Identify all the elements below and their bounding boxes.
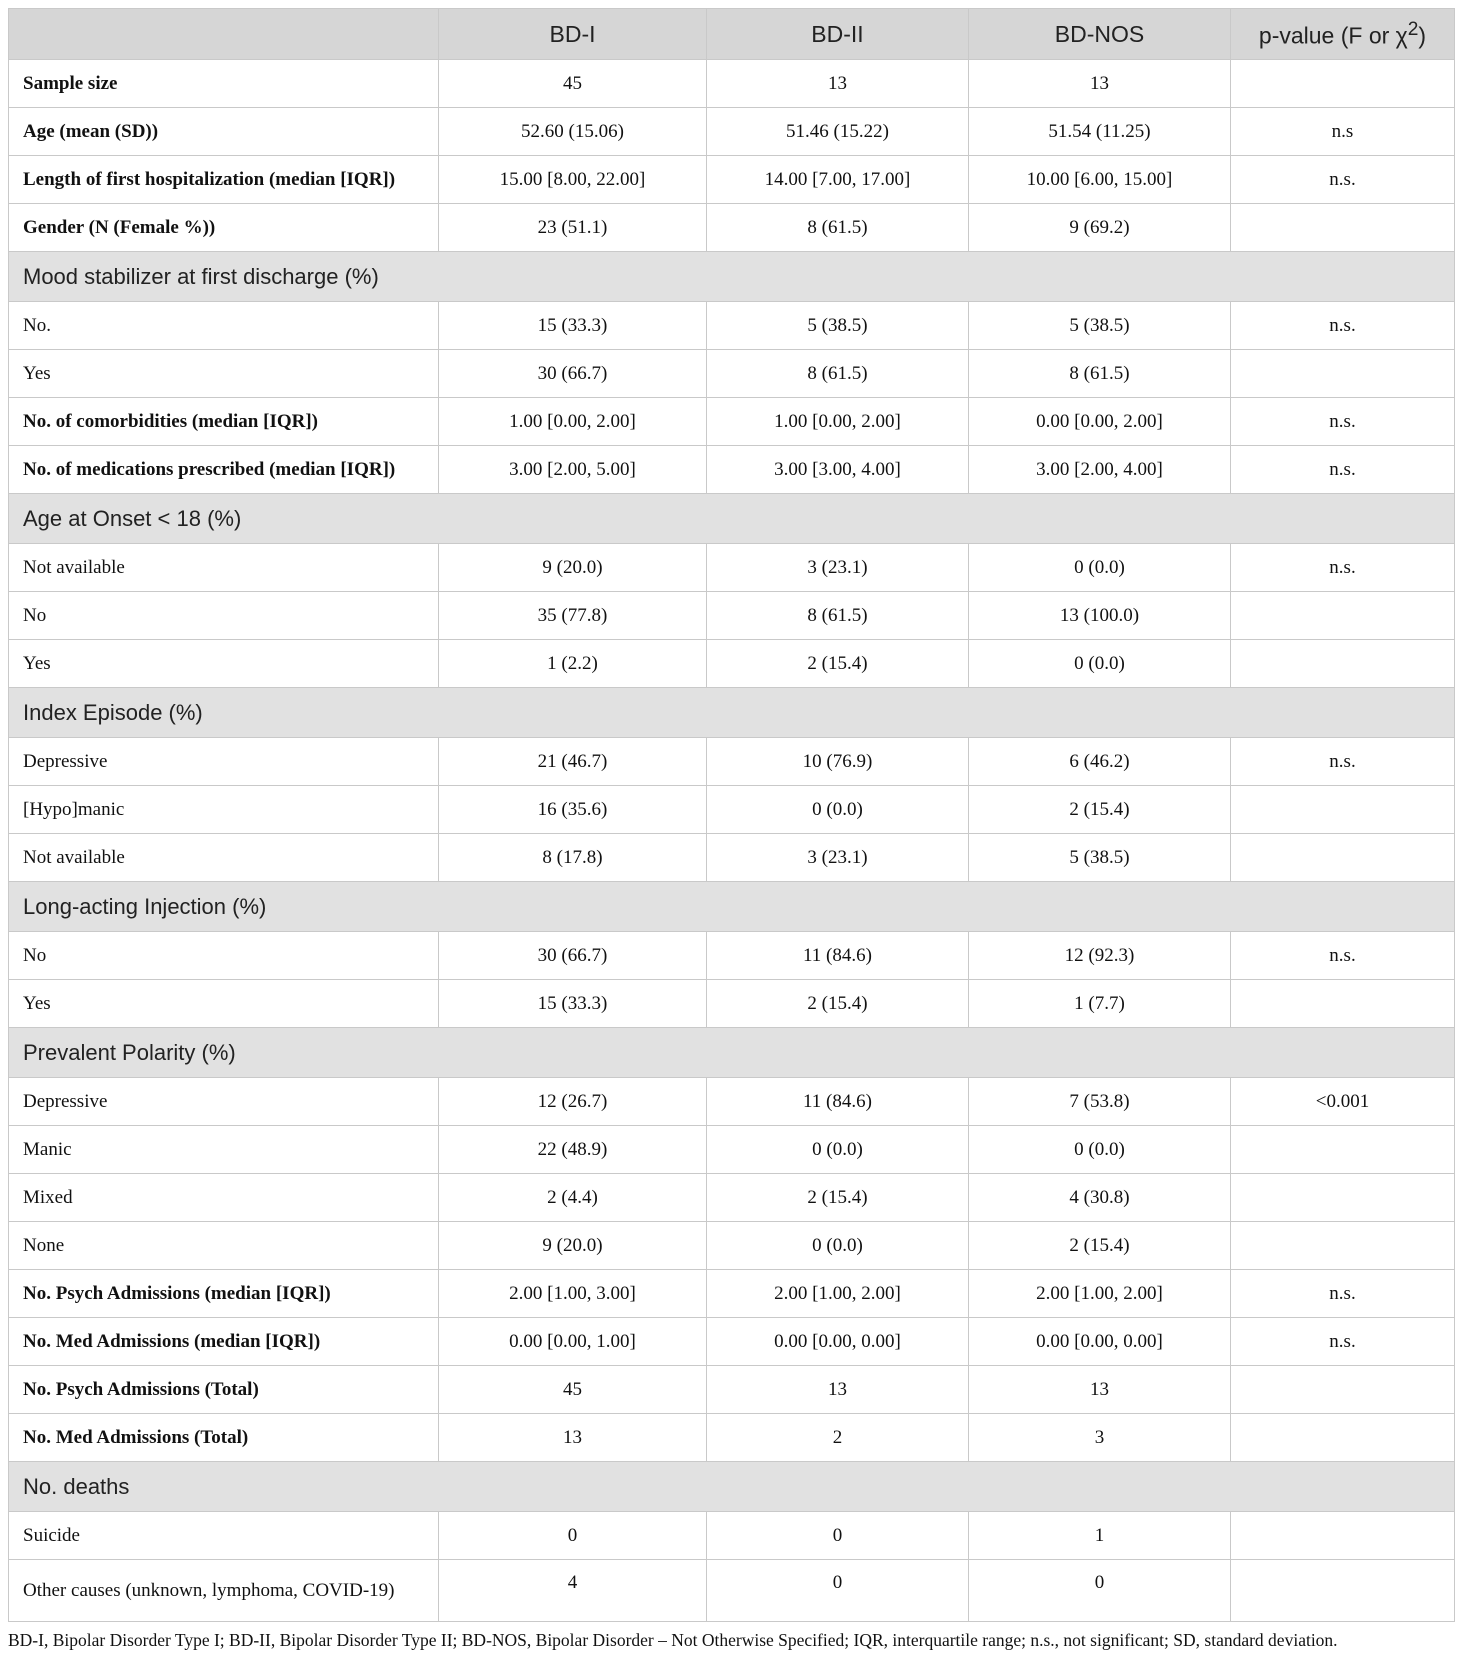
table-row bbox=[9, 302, 1455, 350]
cell-bd-nos: 0 (0.0) bbox=[969, 640, 1231, 688]
cell-bd-nos: 0 (0.0) bbox=[969, 1126, 1231, 1174]
cell-p-value: <0.001 bbox=[1231, 1078, 1455, 1126]
header-p-value bbox=[1231, 9, 1455, 60]
section-header-row bbox=[9, 1028, 1455, 1078]
table-row bbox=[9, 834, 1455, 882]
table-row bbox=[9, 1366, 1455, 1414]
cell-bd-nos: 1 bbox=[969, 1512, 1231, 1560]
row-label: Gender (N (Female %)) bbox=[9, 204, 439, 252]
cell-bd-ii: 3 (23.1) bbox=[707, 544, 969, 592]
cell-bd-ii: 2.00 [1.00, 2.00] bbox=[707, 1270, 969, 1318]
cell-bd-ii: 8 (61.5) bbox=[707, 350, 969, 398]
cell-bd-i: 0 bbox=[439, 1512, 707, 1560]
cell-p-value bbox=[1231, 834, 1455, 882]
section-title: Mood stabilizer at first discharge (%) bbox=[9, 252, 1455, 302]
table-row bbox=[9, 350, 1455, 398]
cell-bd-nos: 12 (92.3) bbox=[969, 932, 1231, 980]
table-row bbox=[9, 592, 1455, 640]
cell-bd-i: 15.00 [8.00, 22.00] bbox=[439, 156, 707, 204]
cell-bd-nos: 5 (38.5) bbox=[969, 302, 1231, 350]
table-row bbox=[9, 108, 1455, 156]
table-body bbox=[9, 60, 1455, 1622]
cell-bd-i: 9 (20.0) bbox=[439, 1222, 707, 1270]
table-row bbox=[9, 980, 1455, 1028]
cell-bd-nos: 13 bbox=[969, 60, 1231, 108]
cell-p-value bbox=[1231, 786, 1455, 834]
cell-bd-nos: 2.00 [1.00, 2.00] bbox=[969, 1270, 1231, 1318]
section-header-row bbox=[9, 1462, 1455, 1512]
row-label: Age (mean (SD)) bbox=[9, 108, 439, 156]
cell-bd-i: 4 bbox=[439, 1560, 707, 1622]
table-row bbox=[9, 738, 1455, 786]
row-label: No bbox=[9, 932, 439, 980]
table-row bbox=[9, 446, 1455, 494]
table-row bbox=[9, 60, 1455, 108]
row-label: Depressive bbox=[9, 738, 439, 786]
table-row bbox=[9, 1078, 1455, 1126]
cell-bd-i: 30 (66.7) bbox=[439, 932, 707, 980]
cell-bd-ii: 0 (0.0) bbox=[707, 1222, 969, 1270]
row-label: Yes bbox=[9, 980, 439, 1028]
cell-bd-ii: 0 bbox=[707, 1512, 969, 1560]
header-p-value-label: p-value (F or χ bbox=[1258, 22, 1408, 49]
cell-bd-i: 2.00 [1.00, 3.00] bbox=[439, 1270, 707, 1318]
cell-bd-ii: 10 (76.9) bbox=[707, 738, 969, 786]
cell-bd-ii: 2 (15.4) bbox=[707, 980, 969, 1028]
cell-bd-i: 45 bbox=[439, 1366, 707, 1414]
table-row bbox=[9, 786, 1455, 834]
cell-bd-i: 0.00 [0.00, 1.00] bbox=[439, 1318, 707, 1366]
cell-bd-nos: 9 (69.2) bbox=[969, 204, 1231, 252]
header-p-value-close: ) bbox=[1418, 22, 1427, 49]
cell-bd-ii: 8 (61.5) bbox=[707, 592, 969, 640]
table-row bbox=[9, 544, 1455, 592]
cell-p-value bbox=[1231, 1560, 1455, 1622]
cell-bd-nos: 13 bbox=[969, 1366, 1231, 1414]
cell-bd-i: 1.00 [0.00, 2.00] bbox=[439, 398, 707, 446]
cell-p-value bbox=[1231, 1174, 1455, 1222]
cell-p-value: n.s. bbox=[1231, 156, 1455, 204]
header-p-value-superscript: 2 bbox=[1407, 18, 1419, 40]
row-label: Other causes (unknown, lymphoma, COVID-19) bbox=[9, 1560, 439, 1622]
cell-bd-ii: 14.00 [7.00, 17.00] bbox=[707, 156, 969, 204]
row-label: Suicide bbox=[9, 1512, 439, 1560]
cell-bd-i: 23 (51.1) bbox=[439, 204, 707, 252]
cell-p-value bbox=[1231, 204, 1455, 252]
cell-p-value: n.s. bbox=[1231, 446, 1455, 494]
table-row bbox=[9, 1174, 1455, 1222]
cell-bd-nos: 0 (0.0) bbox=[969, 544, 1231, 592]
section-title: Long-acting Injection (%) bbox=[9, 882, 1455, 932]
row-label: No. of comorbidities (median [IQR]) bbox=[9, 398, 439, 446]
cell-p-value bbox=[1231, 350, 1455, 398]
row-label: None bbox=[9, 1222, 439, 1270]
demographics-table bbox=[8, 8, 1455, 1622]
table-row bbox=[9, 1414, 1455, 1462]
cell-bd-nos: 3 bbox=[969, 1414, 1231, 1462]
cell-p-value: n.s bbox=[1231, 108, 1455, 156]
row-label: No bbox=[9, 592, 439, 640]
cell-bd-ii: 2 bbox=[707, 1414, 969, 1462]
row-label: Yes bbox=[9, 640, 439, 688]
section-header-row bbox=[9, 688, 1455, 738]
cell-bd-i: 3.00 [2.00, 5.00] bbox=[439, 446, 707, 494]
cell-p-value bbox=[1231, 1366, 1455, 1414]
header-bd-i: BD-I bbox=[439, 9, 707, 60]
table-row bbox=[9, 204, 1455, 252]
cell-bd-i: 9 (20.0) bbox=[439, 544, 707, 592]
cell-p-value bbox=[1231, 60, 1455, 108]
section-title: Age at Onset < 18 (%) bbox=[9, 494, 1455, 544]
cell-bd-nos: 0 bbox=[969, 1560, 1231, 1622]
cell-bd-nos: 5 (38.5) bbox=[969, 834, 1231, 882]
cell-p-value bbox=[1231, 1512, 1455, 1560]
table-row bbox=[9, 1126, 1455, 1174]
cell-p-value: n.s. bbox=[1231, 302, 1455, 350]
row-label: No. bbox=[9, 302, 439, 350]
cell-bd-nos: 10.00 [6.00, 15.00] bbox=[969, 156, 1231, 204]
cell-bd-nos: 6 (46.2) bbox=[969, 738, 1231, 786]
table-footnote: BD-I, Bipolar Disorder Type I; BD-II, Bipolar Disorder Type II; BD-NOS, Bipolar Disorder – Not Otherwise Specified; IQR, interquartile range; n.s., not significant; SD, standard deviation. bbox=[8, 1630, 1338, 1650]
cell-bd-i: 30 (66.7) bbox=[439, 350, 707, 398]
cell-bd-i: 15 (33.3) bbox=[439, 980, 707, 1028]
cell-bd-i: 15 (33.3) bbox=[439, 302, 707, 350]
cell-bd-ii: 11 (84.6) bbox=[707, 932, 969, 980]
cell-bd-i: 13 bbox=[439, 1414, 707, 1462]
cell-bd-ii: 5 (38.5) bbox=[707, 302, 969, 350]
table-row bbox=[9, 932, 1455, 980]
cell-bd-nos: 8 (61.5) bbox=[969, 350, 1231, 398]
table-row bbox=[9, 398, 1455, 446]
cell-bd-ii: 13 bbox=[707, 60, 969, 108]
table-row bbox=[9, 640, 1455, 688]
row-label: No. Psych Admissions (Total) bbox=[9, 1366, 439, 1414]
section-title: Prevalent Polarity (%) bbox=[9, 1028, 1455, 1078]
cell-bd-ii: 11 (84.6) bbox=[707, 1078, 969, 1126]
cell-bd-i: 21 (46.7) bbox=[439, 738, 707, 786]
cell-bd-i: 45 bbox=[439, 60, 707, 108]
row-label: [Hypo]manic bbox=[9, 786, 439, 834]
cell-bd-ii: 0 (0.0) bbox=[707, 1126, 969, 1174]
cell-bd-ii: 3.00 [3.00, 4.00] bbox=[707, 446, 969, 494]
cell-bd-ii: 2 (15.4) bbox=[707, 1174, 969, 1222]
cell-bd-ii: 2 (15.4) bbox=[707, 640, 969, 688]
row-label: Sample size bbox=[9, 60, 439, 108]
cell-bd-nos: 4 (30.8) bbox=[969, 1174, 1231, 1222]
row-label: No. Psych Admissions (median [IQR]) bbox=[9, 1270, 439, 1318]
cell-p-value: n.s. bbox=[1231, 398, 1455, 446]
table-row bbox=[9, 1560, 1455, 1622]
cell-p-value bbox=[1231, 1126, 1455, 1174]
cell-p-value bbox=[1231, 592, 1455, 640]
cell-bd-nos: 13 (100.0) bbox=[969, 592, 1231, 640]
table-header-row bbox=[9, 9, 1455, 60]
cell-bd-ii: 13 bbox=[707, 1366, 969, 1414]
table-container bbox=[8, 8, 1454, 1651]
row-label: Manic bbox=[9, 1126, 439, 1174]
cell-bd-nos: 3.00 [2.00, 4.00] bbox=[969, 446, 1231, 494]
cell-bd-i: 8 (17.8) bbox=[439, 834, 707, 882]
row-label: Yes bbox=[9, 350, 439, 398]
header-bd-ii: BD-II bbox=[707, 9, 969, 60]
row-label: Not available bbox=[9, 834, 439, 882]
row-label: Depressive bbox=[9, 1078, 439, 1126]
cell-bd-nos: 2 (15.4) bbox=[969, 1222, 1231, 1270]
section-title: No. deaths bbox=[9, 1462, 1455, 1512]
table-row bbox=[9, 1222, 1455, 1270]
cell-bd-nos: 7 (53.8) bbox=[969, 1078, 1231, 1126]
cell-bd-i: 52.60 (15.06) bbox=[439, 108, 707, 156]
row-label: No. Med Admissions (Total) bbox=[9, 1414, 439, 1462]
cell-bd-nos: 2 (15.4) bbox=[969, 786, 1231, 834]
cell-bd-nos: 0.00 [0.00, 2.00] bbox=[969, 398, 1231, 446]
cell-bd-ii: 8 (61.5) bbox=[707, 204, 969, 252]
section-header-row bbox=[9, 882, 1455, 932]
row-label: No. Med Admissions (median [IQR]) bbox=[9, 1318, 439, 1366]
cell-bd-nos: 51.54 (11.25) bbox=[969, 108, 1231, 156]
row-label: Length of first hospitalization (median [IQR]) bbox=[9, 156, 439, 204]
cell-p-value: n.s. bbox=[1231, 738, 1455, 786]
table-row bbox=[9, 1512, 1455, 1560]
cell-bd-ii: 3 (23.1) bbox=[707, 834, 969, 882]
header-bd-nos: BD-NOS bbox=[969, 9, 1231, 60]
cell-p-value: n.s. bbox=[1231, 1270, 1455, 1318]
cell-bd-i: 2 (4.4) bbox=[439, 1174, 707, 1222]
row-label: Not available bbox=[9, 544, 439, 592]
header-blank-cell bbox=[9, 9, 439, 60]
cell-p-value: n.s. bbox=[1231, 544, 1455, 592]
cell-bd-ii: 0 bbox=[707, 1560, 969, 1622]
cell-p-value bbox=[1231, 1222, 1455, 1270]
section-header-row bbox=[9, 252, 1455, 302]
cell-p-value bbox=[1231, 640, 1455, 688]
row-label: Mixed bbox=[9, 1174, 439, 1222]
cell-bd-i: 1 (2.2) bbox=[439, 640, 707, 688]
cell-p-value bbox=[1231, 980, 1455, 1028]
table-row bbox=[9, 156, 1455, 204]
cell-bd-nos: 0.00 [0.00, 0.00] bbox=[969, 1318, 1231, 1366]
table-row bbox=[9, 1318, 1455, 1366]
section-title: Index Episode (%) bbox=[9, 688, 1455, 738]
table-row bbox=[9, 1270, 1455, 1318]
cell-bd-i: 12 (26.7) bbox=[439, 1078, 707, 1126]
row-label: No. of medications prescribed (median [IQR]) bbox=[9, 446, 439, 494]
cell-bd-ii: 0.00 [0.00, 0.00] bbox=[707, 1318, 969, 1366]
cell-p-value: n.s. bbox=[1231, 932, 1455, 980]
cell-p-value: n.s. bbox=[1231, 1318, 1455, 1366]
cell-bd-i: 16 (35.6) bbox=[439, 786, 707, 834]
cell-bd-i: 22 (48.9) bbox=[439, 1126, 707, 1174]
cell-bd-i: 35 (77.8) bbox=[439, 592, 707, 640]
section-header-row bbox=[9, 494, 1455, 544]
cell-bd-ii: 0 (0.0) bbox=[707, 786, 969, 834]
cell-bd-nos: 1 (7.7) bbox=[969, 980, 1231, 1028]
cell-p-value bbox=[1231, 1414, 1455, 1462]
cell-bd-ii: 51.46 (15.22) bbox=[707, 108, 969, 156]
cell-bd-ii: 1.00 [0.00, 2.00] bbox=[707, 398, 969, 446]
